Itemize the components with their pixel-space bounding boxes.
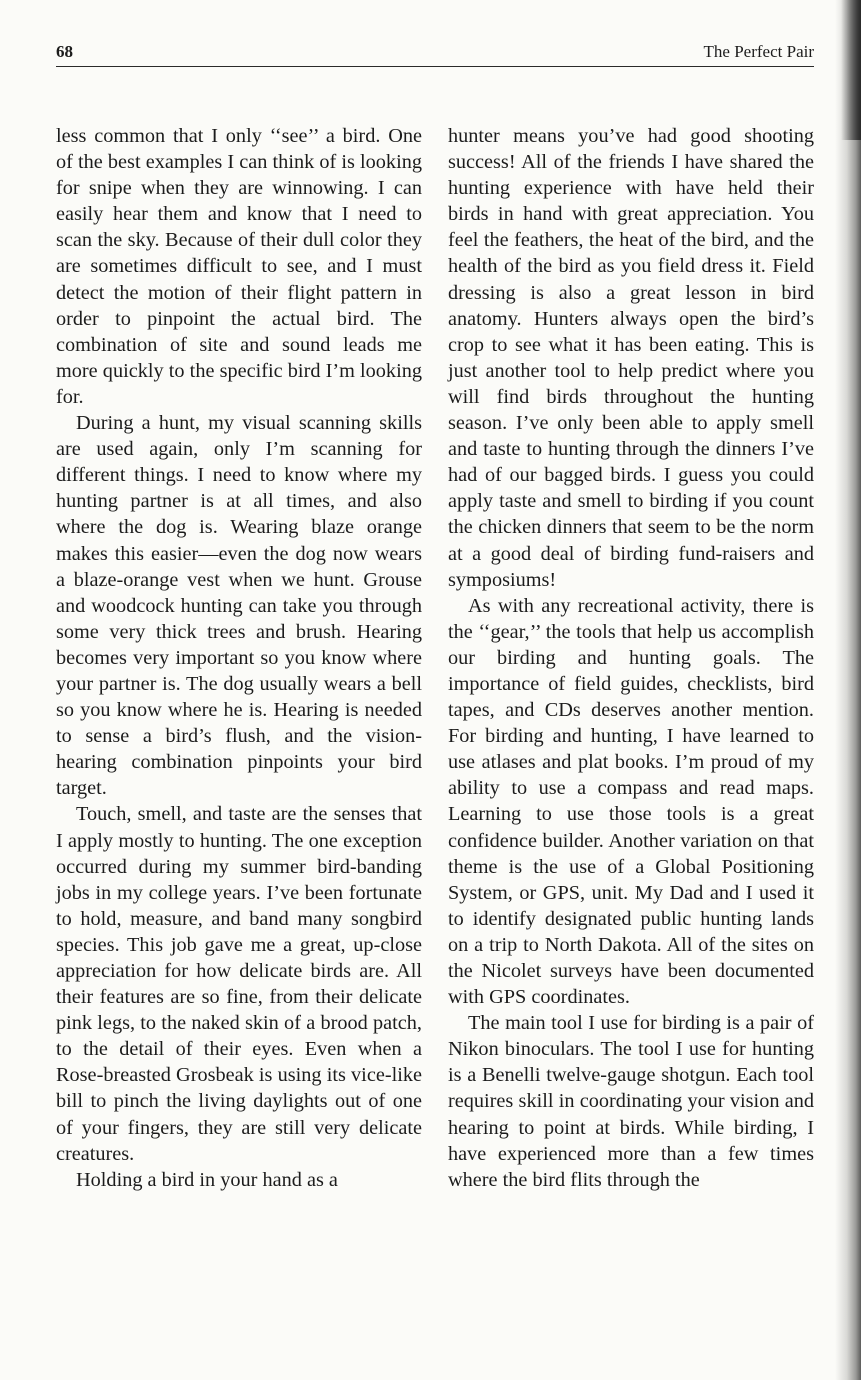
- paragraph: Holding a bird in your hand as a: [76, 1168, 338, 1191]
- paragraph: During a hunt, my visual scanning skills are used again, only I’m scanning for different things. I need to know where my hunting partner is at all times, and also where the dog is. Wearing blaze orange makes this easier—even the dog now wears a blaze-orange vest when we hunt. Grouse and woodcock hunting can take you through some very thick trees and brush. Hearing becomes very important so you know where your partner is. The dog usually wears a bell so you know where he is. Hearing is needed to sense a bird’s flush, and the vision-hearing combination pinpoints your bird target.: [56, 412, 422, 800]
- running-head: The Perfect Pair: [703, 42, 814, 61]
- left-column: [56, 123, 422, 1193]
- paragraph: The main tool I use for birding is a pair of Nikon binoculars. The tool I use for hunting is a Benelli twelve-gauge shotgun. Each tool requires skill in coordinating your vision and hearing to point at birds. While birding, I have experienced more than a few times where the bird flits through the: [448, 1012, 814, 1191]
- page-edge-shadow: [835, 0, 861, 1380]
- right-column: [448, 123, 814, 1193]
- page-number: 68: [56, 42, 73, 61]
- paragraph: Touch, smell, and taste are the senses that I apply mostly to hunting. The one exception occurred during my summer bird-banding jobs in my college years. I’ve been fortunate to hold, measure, and band many songbird species. This job gave me a great, up-close appreciation for how delicate birds are. All their features are so fine, from their delicate pink legs, to the naked skin of a brood patch, to the detail of their eyes. Even when a Rose-breasted Grosbeak is using its vice-like bill to pinch the living daylights out of one of your fingers, they are still very delicate creatures.: [56, 803, 422, 1165]
- page-edge-dark-corner: [841, 0, 861, 140]
- paragraph: As with any recreational activity, there is the ‘‘gear,’’ the tools that help us accomplish our birding and hunting goals. The importance of field guides, checklists, bird tapes, and CDs deserves another mention. For birding and hunting, I have learned to use atlases and plat books. I’m proud of my ability to use a compass and read maps. Learning to use those tools is a great confidence builder. Another variation on that theme is the use of a Global Positioning System, or GPS, unit. My Dad and I used it to identify designated public hunting lands on a trip to North Dakota. All of the sites on the Nicolet surveys have been documented with GPS coordinates.: [448, 594, 814, 1009]
- paragraph: hunter means you’ve had good shooting success! All of the friends I have shared the hunting experience with have held their birds in hand with great appreciation. You feel the feathers, the heat of the bird, and the health of the bird as you field dress it. Field dressing is also a great lesson in bird anatomy. Hunters always open the bird’s crop to see what it has been eating. This is just another tool to help predict where you will find birds throughout the hunting season. I’ve only been able to apply smell and taste to hunting through the dinners I’ve had of our bagged birds. I guess you could apply taste and smell to birding if you count the chicken dinners that seem to be the norm at a good deal of birding fund-raisers and symposiums!: [448, 125, 814, 591]
- page-header: [56, 40, 814, 67]
- paragraph: less common that I only ‘‘see’’ a bird. One of the best examples I can think of is looking for snipe when they are winnowing. I can easily hear them and know that I need to scan the sky. Because of their dull color they are sometimes difficult to see, and I must detect the motion of their flight pattern in order to pinpoint the actual bird. The combination of site and sound leads me more quickly to the specific bird I’m looking for.: [56, 125, 422, 408]
